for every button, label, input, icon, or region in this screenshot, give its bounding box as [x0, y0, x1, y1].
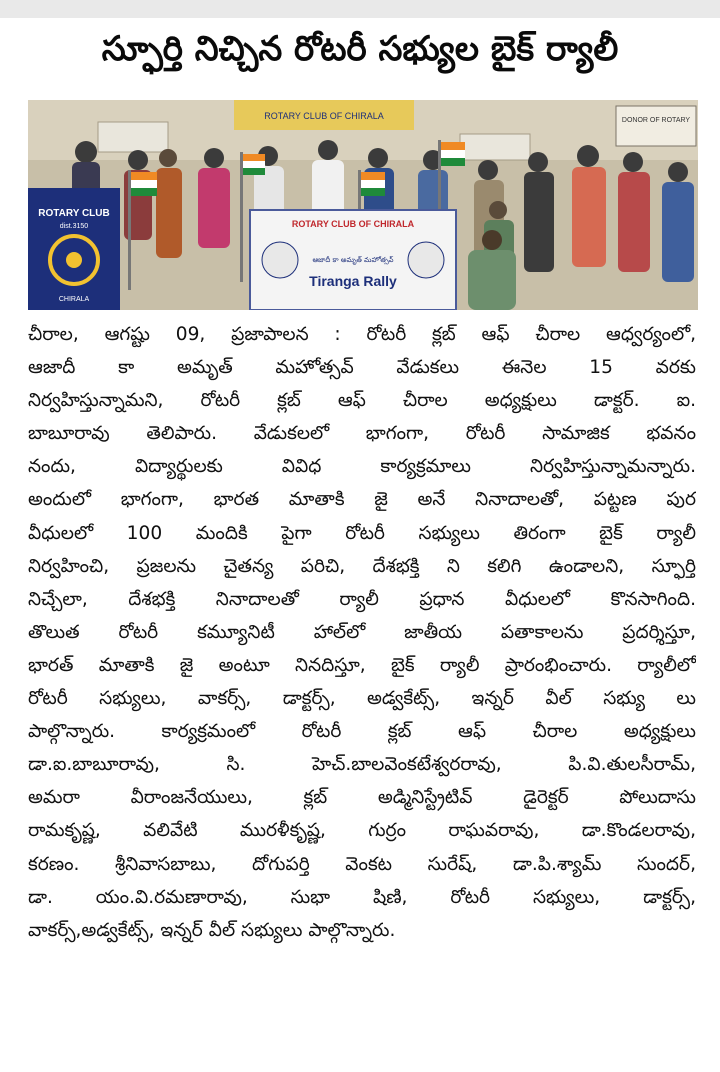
article-line: అందులో భాగంగా, భారత మాతాకి జై అనే నినాదాలతో, పట్టణ పుర: [28, 489, 696, 511]
article-line: పాల్గొన్నారు. కార్యక్రమంలో రోటరీ క్లబ్ ఆఫ్ చీరాల అధ్యక్షులు: [28, 721, 696, 743]
podium-sub: dist.3150: [59, 223, 89, 230]
article-line: కరణం. శ్రీనివాసబాబు, దోగుపర్తి వెంకట సురేష్, డా.పి.శ్యామ్ సుందర్,: [28, 853, 696, 875]
banner-top-text: ROTARY CLUB OF CHIRALA: [291, 219, 415, 229]
article-line: వాకర్స్,అడ్వకేట్స్, ఇన్నర్ వీల్ సభ్యులు పాల్గొన్నారు.: [28, 919, 396, 941]
article-line: రోటరీ సభ్యులు, వాకర్స్, డాక్టర్స్, అడ్వకేట్స్, ఇన్నర్ వీల్ సభ్యు లు: [28, 688, 696, 710]
article-line: వీధులలో 100 మందికి పైగా రోటరీ సభ్యులు తిరంగా బైక్ ర్యాలీ: [28, 522, 696, 544]
news-photo: [28, 100, 698, 310]
article-body: [28, 318, 696, 947]
banner-mid-text: ఆజాదీ కా అమృత్ మహోత్సవ్: [312, 256, 394, 264]
article-line: ఆజాదీ కా అమృత్ మహోత్సవ్ వేడుకలు ఈనెల 15 వరకు: [28, 357, 696, 379]
article-line: నిర్వహిస్తున్నామని, రోటరీ క్లబ్ ఆఫ్ చీరాల అధ్యక్షులు డాక్టర్. ఐ.: [28, 390, 696, 412]
headline: స్ఫూర్తి నిచ్చిన రోటరీ సభ్యుల బైక్ ర్యాలీ: [101, 29, 619, 69]
wall-sign-text: DONOR OF ROTARY: [621, 117, 691, 124]
banner-main-text: Tiranga Rally: [309, 273, 397, 289]
article-line: నిర్వహించి, ప్రజలను చైతన్య పరిచి, దేశభక్తి ని కలిగి ఉండాలని, స్ఫూర్తి: [28, 555, 696, 577]
article-line: అమరా వీరాంజనేయులు, క్లబ్ అడ్మినిస్ట్రేటివ్ డైరెక్టర్ పోలుదాసు: [28, 787, 696, 809]
article-line: నిచ్చేలా, దేశభక్తి నినాదాలతో ర్యాలీ ప్రధాన వీధులలో కొనసాగింది.: [28, 588, 696, 610]
article-line: చీరాల, ఆగష్టు 09, ప్రజాపాలన : రోటరీ క్లబ్ ఆఫ్ చీరాల ఆధ్వర్యంలో,: [28, 324, 696, 345]
article-line: బాబూరావు తెలిపారు. వేడుకలలో భాగంగా, రోటరీ సామాజిక భవనం: [28, 423, 696, 445]
back-banner-text: ROTARY CLUB OF CHIRALA: [264, 111, 384, 121]
tiranga-banner: [250, 210, 456, 310]
article-line: డా. యం.వి.రమణారావు, సుభా షిణి, రోటరీ సభ్యులు, డాక్టర్స్,: [28, 886, 696, 908]
article-line: భారత్ మాతాకి జై అంటూ నినదిస్తూ, బైక్ ర్యాలీ ప్రారంభించారు. ర్యాలీలో: [28, 654, 696, 676]
podium-text: ROTARY CLUB: [38, 208, 110, 219]
article-line: నందు, విద్యార్థులకు వివిధ కార్యక్రమాలు నిర్వహిస్తున్నామన్నారు.: [28, 456, 696, 478]
podium: [28, 188, 120, 310]
article-line: తొలుత రోటరీ కమ్యూనిటీ హాల్‌లో జాతీయ పతాకాలను ప్రదర్శిస్తూ,: [28, 621, 696, 643]
article-line: రామకృష్ణ, వలివేటి మురళీకృష్ణ, గుర్రం రాఘవరావు, డా.కొండలరావు,: [28, 820, 696, 842]
podium-city: CHIRALA: [58, 296, 90, 303]
top-band: [0, 0, 720, 18]
article-line: డా.ఐ.బాబూరావు, సి. హెచ్.బాలవెంకటేశ్వరరావు, పి.వి.తులసీరామ్,: [28, 754, 696, 776]
